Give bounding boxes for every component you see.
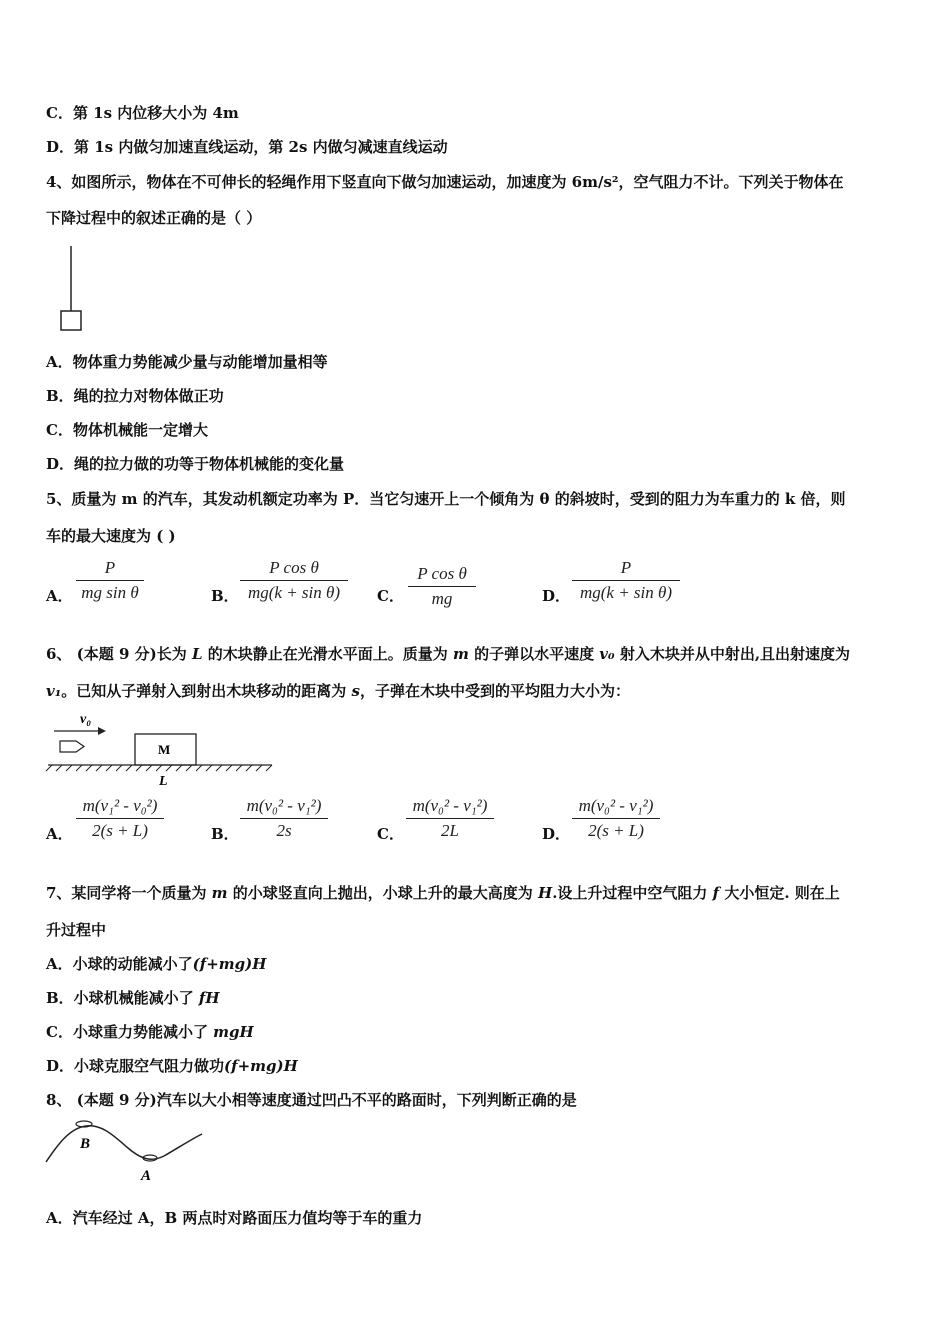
point-b-label: B (80, 1136, 91, 1152)
q6-stem-line1: 6、 (本题 9 分)长为 L 的木块静止在光滑水平面上。质量为 m 的子弹以水平速度 v₀ 射入木块并从中射出,且出射速度为 (46, 645, 851, 663)
q7-option-c: C．小球重力势能减小了 mgH (46, 1023, 254, 1041)
q6-option-d-formula: $\frac{\text{m(v₀² - v₁²)}}{2(s + L)}$ (572, 796, 660, 841)
q4-option-b: B．绳的拉力对物体做正功 (46, 387, 224, 405)
q5-stem-line2: 车的最大速度为 ( ) (46, 527, 176, 545)
q8-option-a: A．汽车经过 A，B 两点时对路面压力值均等于车的重力 (46, 1209, 423, 1227)
q7-option-d: D．小球克服空气阻力做功(f+mg)H (46, 1057, 298, 1075)
v0-label: v₀ (80, 712, 92, 727)
q7-stem-line2: 升过程中 (46, 921, 107, 939)
q6-option-c-label: C． (377, 825, 404, 843)
q6-option-a-formula: $\frac{\text{m(v₁² - v₀²)}}{2(s + L)}$ (76, 796, 164, 841)
q6-option-b-formula: $\frac{\text{m(v₀² - v₁²)}}{2s}$ (240, 796, 328, 841)
q6-option-b-label: B． (211, 825, 239, 843)
q5-option-d-formula: $\frac{P}{\text{mg(k + sin θ)}}$ (572, 558, 680, 603)
q6-option-a-label: A． (46, 825, 73, 843)
q4-rope-block-figure (58, 244, 88, 336)
q6-bullet-block-figure (46, 708, 274, 790)
q4-stem-line2: 下降过程中的叙述正确的是（ ） (46, 209, 262, 227)
q4-option-c: C．物体机械能一定增大 (46, 421, 208, 439)
q5-stem-line1: 5、质量为 m 的汽车，其发动机额定功率为 P．当它匀速开上一个倾角为 θ 的斜坡时，受到的阻力为车重力的 k 倍，则 (46, 490, 846, 508)
q8-stem: 8、 (本题 9 分)汽车以大小相等速度通过凹凸不平的路面时，下列判断正确的是 (46, 1091, 577, 1109)
q5-option-c-label: C． (377, 587, 404, 605)
q6-stem-line2: v₁。已知从子弹射入到射出木块移动的距离为 s，子弹在木块中受到的平均阻力大小为： (46, 682, 630, 700)
q4-stem-line1: 4、如图所示，物体在不可伸长的轻绳作用下竖直向下做匀加速运动，加速度为 6m/s²，空气阻力不计。下列关于物体在 (46, 173, 844, 191)
point-a-label: A (141, 1168, 152, 1184)
q5-option-b-formula: $\frac{\text{P cos θ}}{\text{mg(k + sin θ)}}$ (240, 558, 348, 603)
q4-option-d: D．绳的拉力做的功等于物体机械能的变化量 (46, 455, 345, 473)
q6-option-c-formula: $\frac{\text{m(v₀² - v₁²)}}{2L}$ (406, 796, 494, 841)
q3-option-c: C．第 1s 内位移大小为 4m (46, 104, 239, 122)
q7-option-b: B．小球机械能减小了 fH (46, 989, 220, 1007)
length-label: L (159, 774, 168, 789)
q3-option-d: D．第 1s 内做匀加速直线运动，第 2s 内做匀减速直线运动 (46, 138, 448, 156)
q7-stem-line1: 7、某同学将一个质量为 m 的小球竖直向上抛出，小球上升的最大高度为 H.设上升过程中空气阻力 f 大小恒定. 则在上 (46, 884, 840, 902)
q6-option-d-label: D． (542, 825, 571, 843)
block-label: M (158, 742, 171, 757)
q5-option-d-label: D． (542, 587, 571, 605)
q4-option-a: A．物体重力势能减少量与动能增加量相等 (46, 353, 328, 371)
q8-bumpy-road-figure (44, 1118, 206, 1184)
q7-option-a: A．小球的动能减小了(f+mg)H (46, 955, 267, 973)
q5-option-a-formula: $\frac{P}{\text{mg sin θ}}$ (76, 558, 144, 603)
q5-option-c-formula: $\frac{\text{P cos θ}}{mg}$ (408, 564, 476, 609)
q5-option-b-label: B． (211, 587, 239, 605)
q5-option-a-label: A． (46, 587, 73, 605)
